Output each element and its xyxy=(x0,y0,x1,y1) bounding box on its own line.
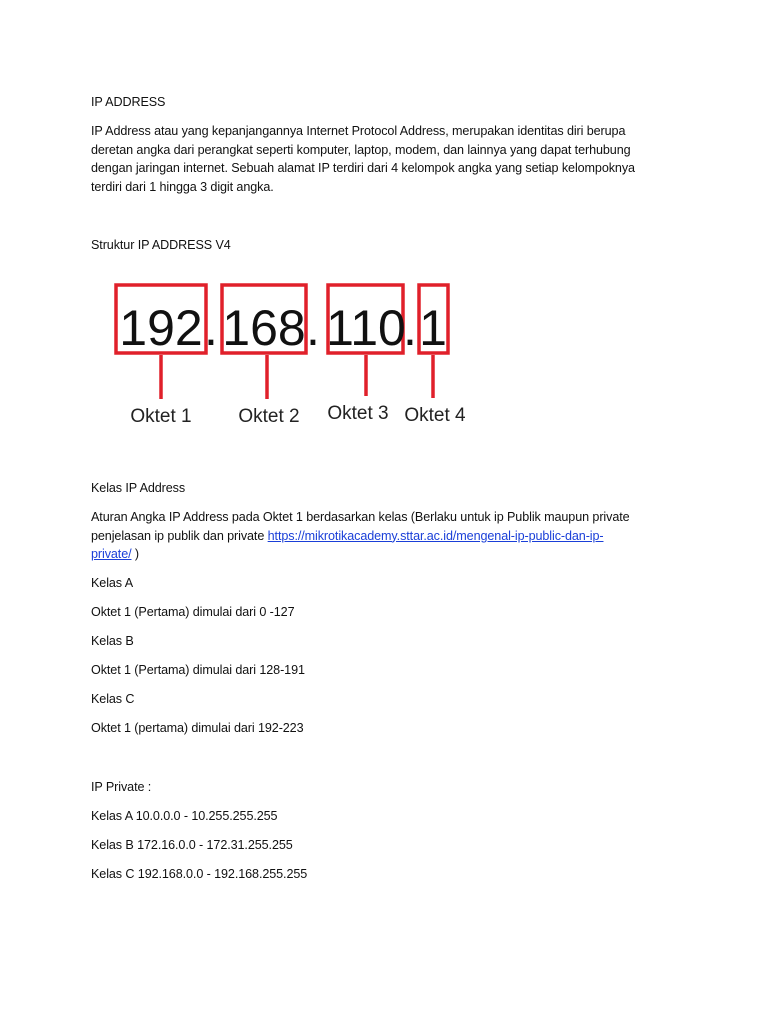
ip-structure-diagram xyxy=(104,276,484,436)
separator-1: . xyxy=(204,300,218,356)
aturan-line-1: Aturan Angka IP Address pada Oktet 1 berdasarkan kelas (Berlaku untuk ip Publik maupun private xyxy=(91,510,630,524)
kelas-b-rule: Oktet 1 (Pertama) dimulai dari 128-191 xyxy=(91,663,305,677)
heading: IP ADDRESS xyxy=(91,95,166,109)
aturan-line-3-text: ) xyxy=(131,547,139,561)
private-range-a: Kelas A 10.0.0.0 - 10.255.255.255 xyxy=(91,809,278,823)
aturan-line-2-text: penjelasan ip publik dan private xyxy=(91,528,268,543)
kelas-a-rule: Oktet 1 (Pertama) dimulai dari 0 -127 xyxy=(91,605,295,619)
kelas-c-rule: Oktet 1 (pertama) dimulai dari 192-223 xyxy=(91,721,304,735)
aturan-line-3 xyxy=(91,545,139,564)
separator-2: . xyxy=(306,300,320,356)
struktur-title: Struktur IP ADDRESS V4 xyxy=(91,238,231,252)
octet-1-label: Oktet 1 xyxy=(130,406,192,427)
private-range-b: Kelas B 172.16.0.0 - 172.31.255.255 xyxy=(91,838,293,852)
octet-4-label: Oktet 4 xyxy=(404,405,466,426)
kelas-b-title: Kelas B xyxy=(91,634,134,648)
octet-3-label: Oktet 3 xyxy=(327,403,389,424)
ip-structure-figure xyxy=(104,276,484,436)
intro-line-2: deretan angka dari perangkat seperti komputer, laptop, modem, dan lainnya yang dapat terhubung xyxy=(91,142,631,157)
intro-line-1: IP Address atau yang kepanjangannya Internet Protocol Address, merupakan identitas diri berupa xyxy=(91,124,626,138)
intro-line-4: terdiri dari 1 hingga 3 digit angka. xyxy=(91,179,274,194)
separator-3: . xyxy=(403,300,417,356)
aturan-line-2 xyxy=(91,527,603,546)
kelas-a-title: Kelas A xyxy=(91,576,134,590)
octet-2-value: 168 xyxy=(222,300,306,356)
mikrotik-academy-link[interactable]: https://mikrotikacademy.sttar.ac.id/mengenal-ip-public-dan-ip- xyxy=(267,528,604,543)
octet-1-value: 192 xyxy=(119,300,203,356)
kelas-c-title: Kelas C xyxy=(91,692,135,706)
intro-line-3: dengan jaringan internet. Sebuah alamat IP terdiri dari 4 kelompok angka yang setiap kelompoknya xyxy=(91,161,635,175)
mikrotik-academy-link-continued[interactable]: private/ xyxy=(91,547,132,561)
octet-2-label: Oktet 2 xyxy=(238,406,300,427)
ip-private-title: IP Private : xyxy=(91,780,152,794)
private-range-c: Kelas C 192.168.0.0 - 192.168.255.255 xyxy=(91,867,308,881)
octet-4-value: 1 xyxy=(419,300,447,356)
kelas-title: Kelas IP Address xyxy=(91,481,186,495)
octet-3-value: 110 xyxy=(326,300,406,356)
